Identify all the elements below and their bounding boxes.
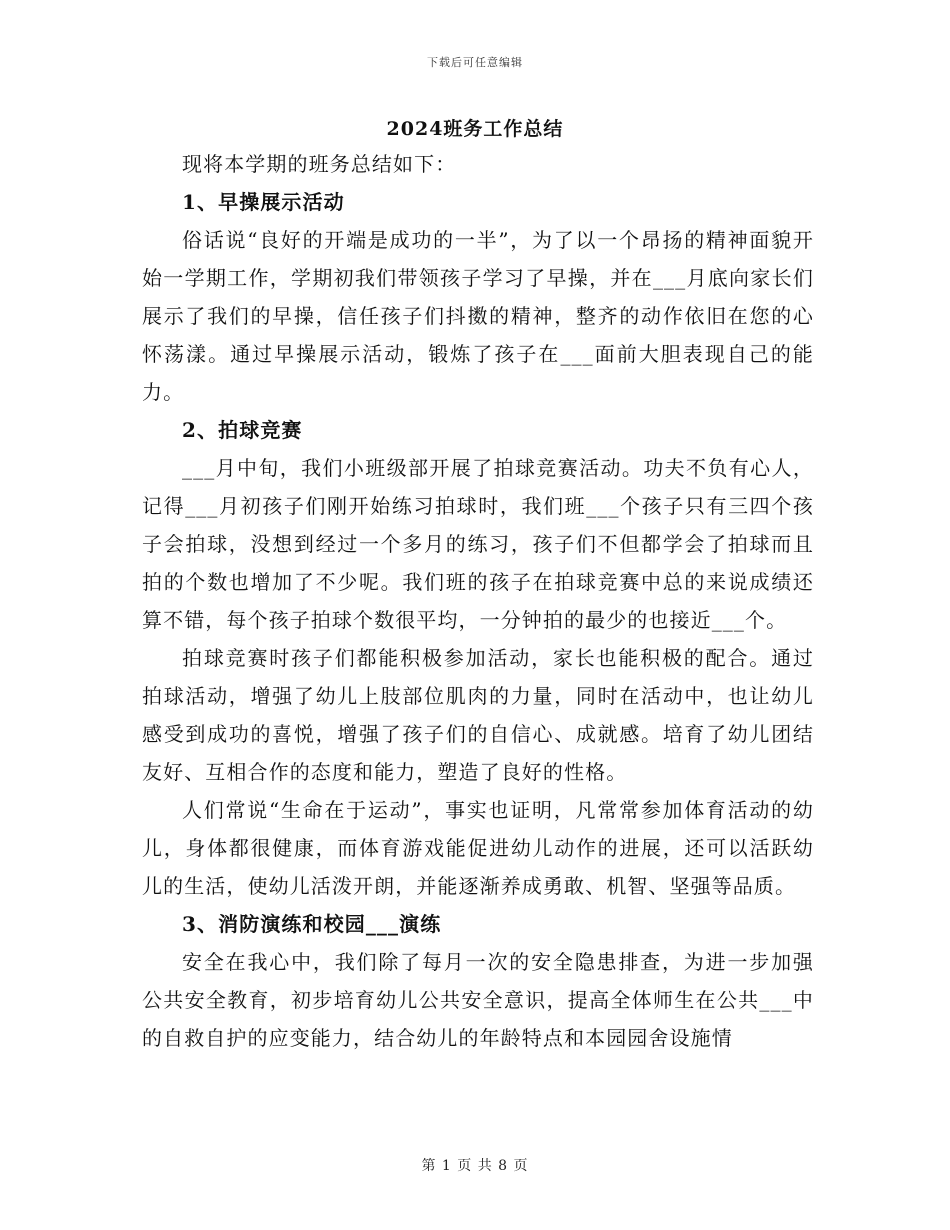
section-paragraph: 人们常说“生命在于运动”，事实也证明，凡常常参加体育活动的幼儿，身体都很健康，而体育游戏能促进幼儿动作的进展，还可以活跃幼儿的生活，使幼儿活泼开朗，并能逐渐养成勇敢、机智、坚强等品质。 (142, 798, 814, 898)
page-footer: 第 1 页 共 8 页 (421, 1158, 529, 1174)
page-header: 下载后可任意编辑 (427, 56, 523, 69)
section-paragraph: 拍球竞赛时孩子们都能积极参加活动，家长也能积极的配合。通过拍球活动，增强了幼儿上肢部位肌肉的力量，同时在活动中，也让幼儿感受到成功的喜悦，增强了孩子们的自信心、成就感。培育了幼儿团结友好、互相合作的态度和能力，塑造了良好的性格。 (142, 646, 814, 784)
section-paragraph: 俗话说“良好的开端是成功的一半”，为了以一个昂扬的精神面貌开始一学期工作，学期初我们带领孩子学习了早操，并在___月底向家长们展示了我们的早操，信任孩子们抖擞的精神，整齐的动作依旧在您的心怀荡漾。通过早操展示活动，锻炼了孩子在___面前大胆表现自己的能力。 (142, 228, 814, 404)
document-title: 2024班务工作总结 (386, 118, 564, 140)
section-heading: 3、消防演练和校园___演练 (182, 912, 442, 936)
section-heading: 1、早操展示活动 (182, 190, 345, 214)
section-paragraph: 安全在我心中，我们除了每月一次的安全隐患排查，为进一步加强公共安全教育，初步培育幼儿公共安全意识，提高全体师生在公共___中的自救自护的应变能力，结合幼儿的年龄特点和本园园舍设施情 (142, 950, 814, 1050)
section-heading: 2、拍球竞赛 (182, 418, 303, 442)
document-body (142, 145, 814, 1057)
intro-paragraph: 现将本学期的班务总结如下： (182, 152, 457, 176)
section-paragraph: ___月中旬，我们小班级部开展了拍球竞赛活动。功夫不负有心人，记得___月初孩子们刚开始练习拍球时，我们班___个孩子只有三四个孩子会拍球，没想到经过一个多月的练习，孩子们不但都学会了拍球而且拍的个数也增加了不少呢。我们班的孩子在拍球竞赛中总的来说成绩还算不错，每个孩子拍球个数很平均，一分钟拍的最少的也接近___个。 (142, 456, 814, 632)
